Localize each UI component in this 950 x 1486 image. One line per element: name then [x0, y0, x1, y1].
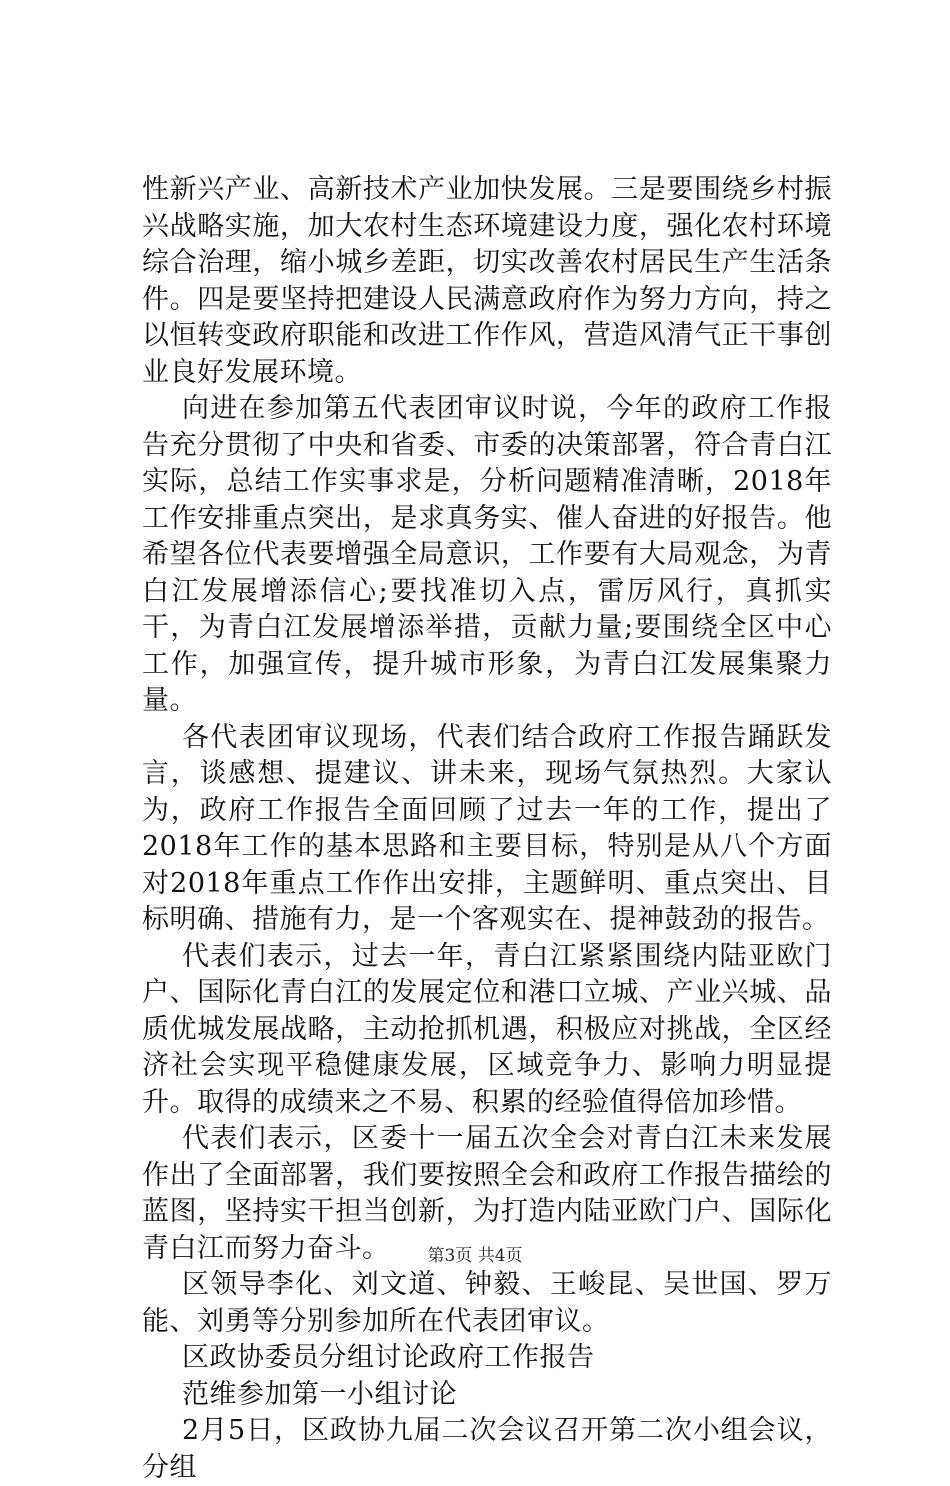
subsection-heading: 范维参加第一小组讨论	[182, 1378, 457, 1410]
body-text	[142, 172, 832, 1486]
paragraph: 代表们表示，区委十一届五次全会对青白江未来发展作出了全面部署，我们要按照全会和政府工作报告描绘的蓝图，坚持实干担当创新，为打造内陆亚欧门户、国际化青白江而努力奋斗。	[142, 1123, 832, 1264]
paragraph: 向进在参加第五代表团审议时说，今年的政府工作报告充分贯彻了中央和省委、市委的决策部署，符合青白江实际，总结工作实事求是，分析问题精准清晰，2018年工作安排重点突出，是求真务实、催人奋进的好报告。他希望各位代表要增强全局意识，工作要有大局观念，为青白江发展增添信心;要找准切入点，雷厉风行，真抓实干，为青白江发展增添举措，贡献力量;要围绕全区中心工作，加强宣传，提升城市形象，为青白江发展集聚力量。	[142, 393, 832, 716]
section-heading: 区政协委员分组讨论政府工作报告	[182, 1342, 595, 1373]
paragraph: 2月5日，区政协九届二次会议召开第二次小组会议，分组	[142, 1415, 832, 1483]
paragraph: 代表们表示，过去一年，青白江紧紧围绕内陆亚欧门户、国际化青白江的发展定位和港口立城、产业兴城、品质优城发展战略，主动抢抓机遇，积极应对挑战，全区经济社会实现平稳健康发展，区域竞争力、影响力明显提升。取得的成绩来之不易、积累的经验值得倍加珍惜。	[142, 940, 832, 1118]
paragraph: 各代表团审议现场，代表们结合政府工作报告踊跃发言，谈感想、提建议、讲未来，现场气氛热烈。大家认为，政府工作报告全面回顾了过去一年的工作，提出了2018年工作的基本思路和主要目标，特别是从八个方面对2018年重点工作作出安排，主题鲜明、重点突出、目标明确、措施有力，是一个客观实在、提神鼓劲的报告。	[142, 721, 832, 935]
paragraph: 性新兴产业、高新技术产业加快发展。三是要围绕乡村振兴战略实施，加大农村生态环境建设力度，强化农村环境综合治理，缩小城乡差距，切实改善农村居民生产生活条件。四是要坚持把建设人民满意政府作为努力方向，持之以恒转变政府职能和改进工作作风，营造风清气正干事创业良好发展环境。	[142, 174, 832, 388]
page-number: 第3页 共4页	[427, 1246, 523, 1266]
page-footer	[0, 1246, 950, 1266]
paragraph: 区领导李化、刘文道、钟毅、王峻昆、吴世国、罗万能、刘勇等分别参加所在代表团审议。	[142, 1269, 832, 1337]
